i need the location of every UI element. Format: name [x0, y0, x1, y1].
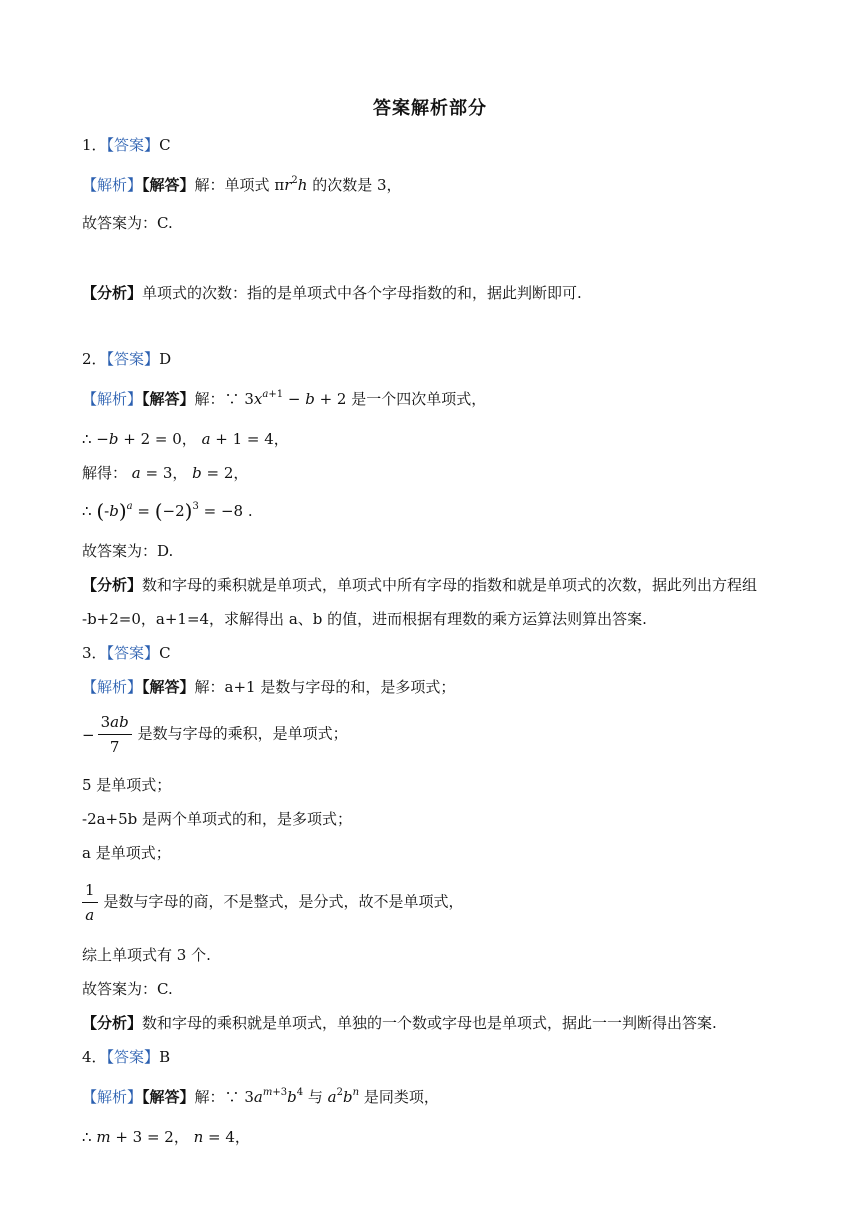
q4-formula-term-2: $a^2b^n$ [327, 1087, 360, 1106]
page-title: 答案解析部分 [373, 98, 487, 119]
q3-conclusion: 故答案为：C. [82, 980, 173, 998]
review-tag: 【分析】 [82, 1014, 143, 1032]
q2-number: 2． [82, 350, 107, 368]
answer-tag: 【答案】 [106, 1048, 160, 1066]
q3-fraction-line-2 [82, 880, 464, 925]
q2-review-line [82, 574, 757, 596]
fraction-1-over-a: $\frac{1}{a}$ [82, 880, 98, 925]
q3-solution-4: -2a+5b 是两个单项式的和，是多项式； [82, 810, 353, 828]
q4-number: 4． [82, 1048, 107, 1066]
q2-review-1: 数和字母的乘积就是单项式，单项式中所有字母的指数和就是单项式的次数，据此列出方程组 [142, 576, 758, 594]
q1-review: 单项式的次数：指的是单项式中各个字母指数的和，据此判断即可. [142, 284, 582, 302]
q2-power-formula: ∴ $(-b)^a = (-2)^3 = -8$ . [82, 499, 253, 523]
q3-solution-1: a+1 是数与字母的和，是多项式； [224, 678, 456, 696]
q3-summary: 综上单项式有 3 个. [82, 946, 211, 964]
analysis-tag: 【解析】 [82, 176, 143, 194]
q2-step-power [82, 500, 253, 522]
q3-solution-3: 5 是单项式； [82, 776, 172, 794]
q4-answer-line [82, 1046, 170, 1068]
because-symbol: ∵ [224, 1088, 240, 1106]
q4-step-equations [82, 1126, 250, 1148]
analysis-tag: 【解析】 [82, 1088, 143, 1106]
q1-solution-pre: 单项式 [224, 176, 270, 194]
q3-solution-2: 是数与字母的乘积，是单项式； [137, 724, 348, 743]
q1-conclusion: 故答案为：C. [82, 214, 173, 232]
q3-review: 数和字母的乘积就是单项式，单独的一个数或字母也是单项式，据此一一判断得出答案. [142, 1014, 717, 1032]
q3-answer-line [82, 642, 171, 664]
jie-label: 解： [194, 176, 225, 194]
q3-solution-6: 是数与字母的商，不是整式，是分式，故不是单项式， [103, 892, 464, 911]
q1-solution-line [82, 174, 402, 196]
q2-answer: D [159, 350, 172, 368]
jie-label: 解： [194, 678, 225, 696]
q4-solution-line [82, 1086, 439, 1108]
q2-solved-label: 解得： [82, 464, 128, 482]
q1-formula-pi-r2-h: $\pi r^2h$ [274, 175, 308, 194]
q2-equations: ∴ −b + 2 = 0， a + 1 = 4， [82, 430, 289, 448]
analysis-tag: 【解析】 [82, 390, 143, 408]
q4-equations: ∴ m + 3 = 2， n = 4， [82, 1128, 250, 1146]
q3-solution-line [82, 676, 455, 698]
q4-answer: B [159, 1048, 171, 1066]
q1-number: 1． [82, 136, 107, 154]
q2-review-line-2: -b+2=0，a+1=4，求解得出 a、b 的值，进而根据有理数的乘方运算法则算出答案. [82, 610, 647, 628]
q3-solution-5: a 是单项式； [82, 844, 171, 862]
jie-label: 解： [194, 1088, 225, 1106]
q3-review-line [82, 1012, 717, 1034]
q3-number: 3． [82, 644, 107, 662]
because-symbol: ∵ [224, 390, 240, 408]
solution-tag: 【解答】 [142, 678, 195, 696]
solution-tag: 【解答】 [142, 176, 195, 194]
q2-solution-post: 是一个四次单项式， [351, 390, 487, 408]
q4-solution-post: 是同类项， [363, 1088, 439, 1106]
q4-formula-term-1: $3a^{m+3}b^4$ [244, 1087, 304, 1106]
q2-conclusion: 故答案为：D. [82, 542, 174, 560]
q1-answer-line [82, 134, 171, 156]
q3-fraction-line-1 [82, 712, 348, 757]
analysis-tag: 【解析】 [82, 678, 143, 696]
q1-review-line [82, 282, 582, 304]
review-tag: 【分析】 [82, 576, 143, 594]
review-tag: 【分析】 [82, 284, 143, 302]
q1-solution-post: 的次数是 3， [312, 176, 402, 194]
q1-answer: C [159, 136, 171, 154]
q2-step-solved [82, 462, 248, 484]
q3-answer: C [159, 644, 171, 662]
q2-formula-monomial: $3x^{a+1} - b + 2$ [244, 389, 347, 408]
answer-tag: 【答案】 [106, 644, 160, 662]
q4-solution-mid: 与 [307, 1088, 323, 1106]
fraction-3ab-over-7: $\frac{3ab}{7}$ [98, 712, 132, 757]
q2-answer-line [82, 348, 171, 370]
answer-tag: 【答案】 [106, 136, 160, 154]
jie-label: 解： [194, 390, 225, 408]
q2-solved-values: a = 3， b = 2， [131, 464, 249, 482]
solution-tag: 【解答】 [142, 390, 195, 408]
minus-sign: − [82, 725, 95, 744]
q2-solution-line [82, 388, 486, 410]
answer-tag: 【答案】 [106, 350, 160, 368]
q2-step-equations [82, 428, 289, 450]
solution-tag: 【解答】 [142, 1088, 195, 1106]
